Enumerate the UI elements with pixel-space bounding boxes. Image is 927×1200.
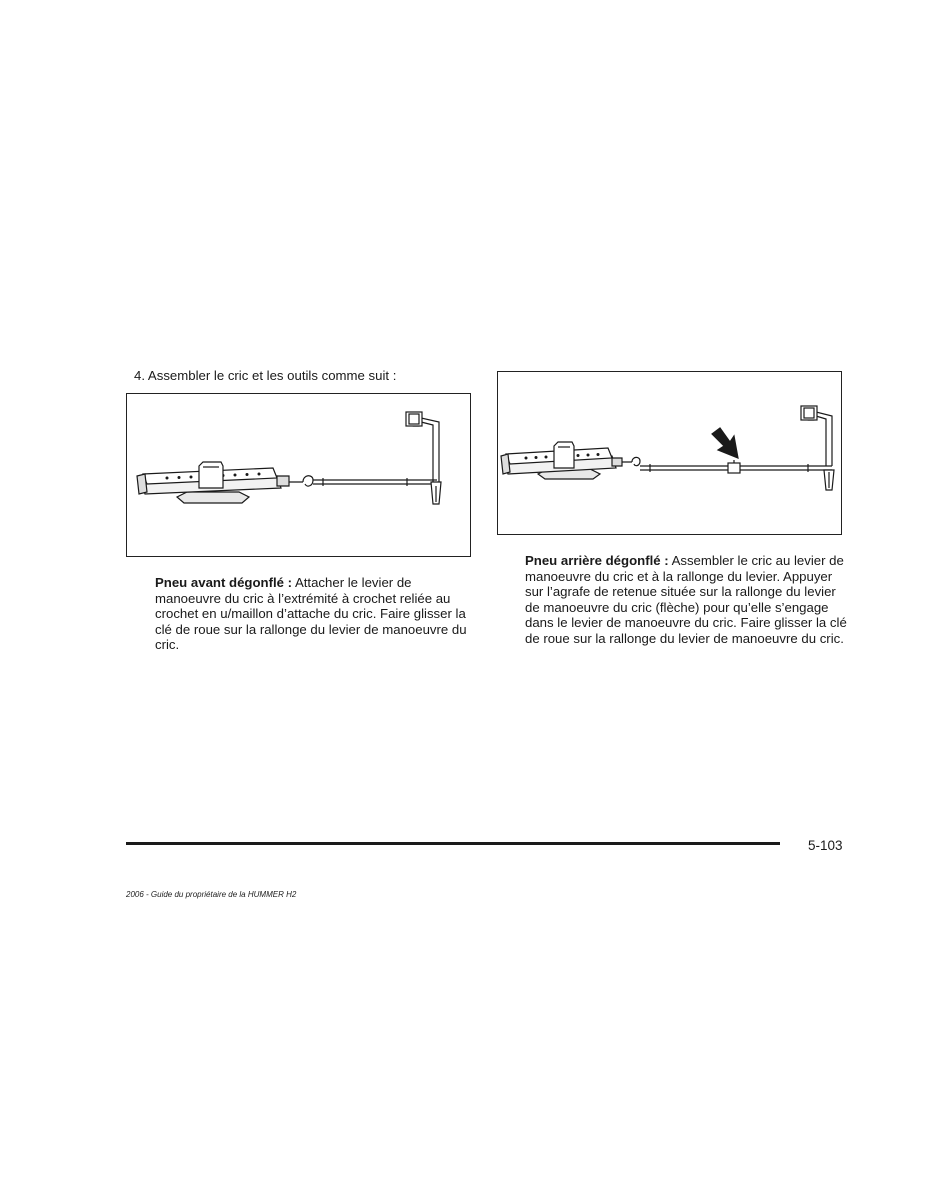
jack-saddle xyxy=(554,442,574,468)
front-tire-paragraph xyxy=(155,575,473,653)
page-number: 5-103 xyxy=(808,838,843,853)
rear-tire-body: Assembler le cric au levier de manoeuvre du cric et à la rallonge du levier. Appuyer sur l’agrafe de retenue située sur la rallonge du levier de manoeuvre du cric (flèche) pour qu’elle s’engage dans le levier de manoeuvre du cric. Faire glisser la clé de roue sur la rallonge du levier de manoeuvre du cric. xyxy=(525,553,847,646)
figure-rear-tire-jack xyxy=(497,371,842,535)
rear-tire-heading: Pneu arrière dégonflé : xyxy=(525,553,669,568)
front-tire-heading: Pneu avant dégonflé : xyxy=(155,575,293,590)
jack-end-left xyxy=(137,474,147,494)
footer-text: 2006 - Guide du propriétaire de la HUMMER H2 xyxy=(126,890,297,899)
footer-rule xyxy=(126,842,780,845)
jack-tools-illustration-front xyxy=(127,394,472,558)
jack-hook xyxy=(289,476,313,486)
front-tire-body: Attacher le levier de manoeuvre du cric à l’extrémité à crochet reliée au crochet en u/maillon d’attache du cric. Faire glisser la clé de roue sur la rallonge du levier de manoeuvre du cric. xyxy=(155,575,467,653)
jack-screw xyxy=(277,476,289,486)
jack-saddle xyxy=(199,462,223,488)
retaining-clip xyxy=(728,463,740,473)
jack-screw xyxy=(612,458,622,466)
jack-end-left xyxy=(501,454,510,474)
step-4-instruction: 4. Assembler le cric et les outils comme suit : xyxy=(134,368,397,383)
figure-front-tire-jack xyxy=(126,393,471,557)
rear-tire-paragraph xyxy=(525,553,847,647)
jack-hook xyxy=(622,457,640,465)
arrow-indicator xyxy=(712,428,738,458)
jack-base xyxy=(177,492,249,503)
jack-tools-illustration-rear xyxy=(498,372,843,536)
